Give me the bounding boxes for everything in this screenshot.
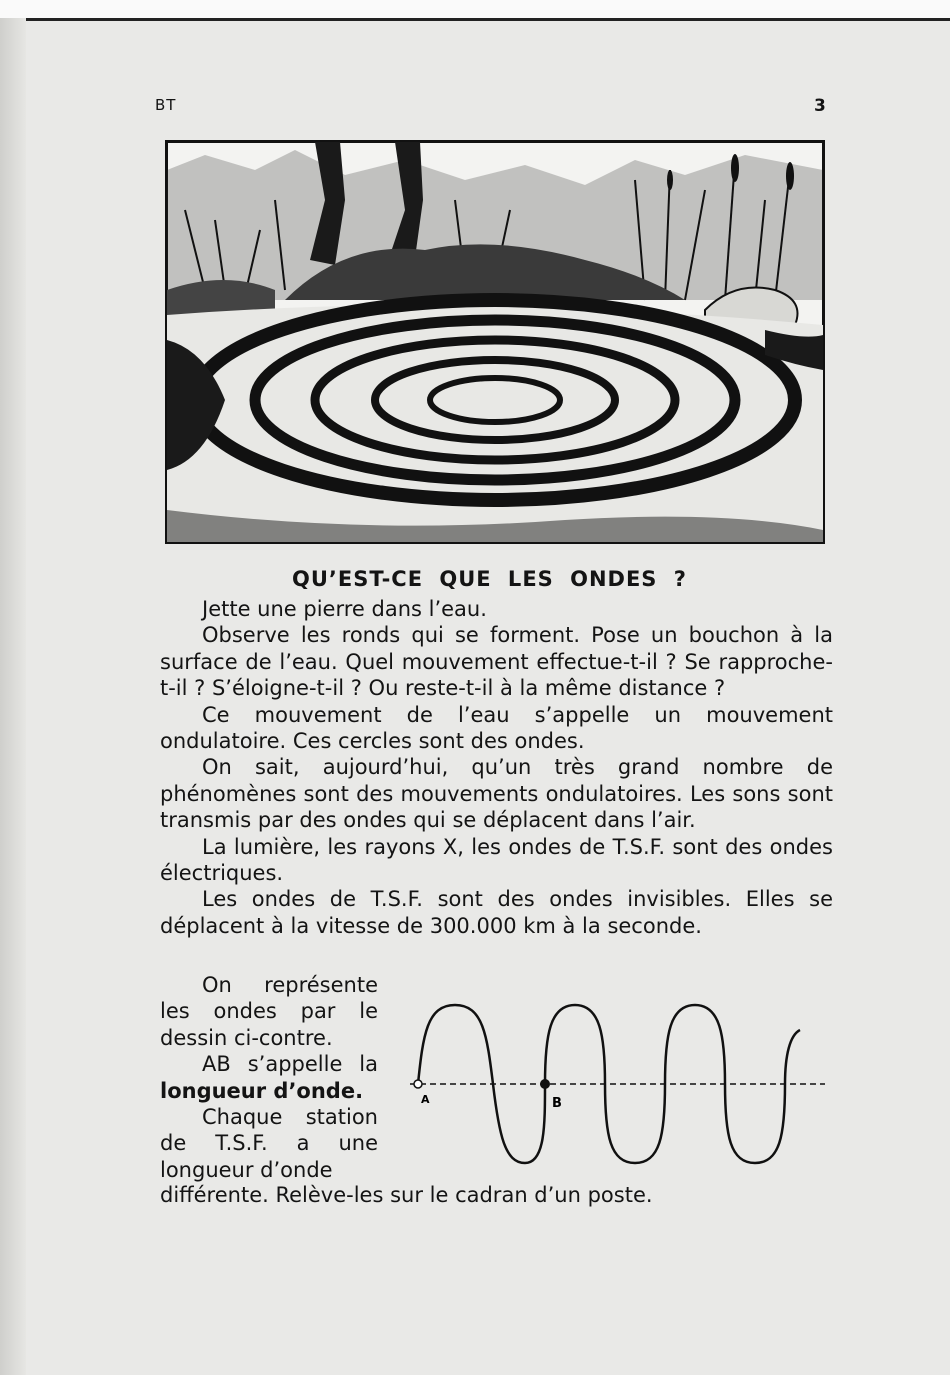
paragraph-4: On sait, aujourd’hui, qu’un très grand nombre de phénomènes sont des mouvements ondulatoires. Les sons sont transmis par des ondes qui se déplacent dans l’air.	[160, 755, 833, 833]
paragraph-3: Ce mouvement de l’eau s’appelle un mouvement ondulatoire. Ces cercles sont des ondes.	[160, 702, 833, 754]
side-paragraph-1: On représente les ondes par le dessin ci-contre.	[160, 973, 378, 1050]
wavelength-term: longueur d’onde.	[160, 1078, 364, 1103]
pond-illustration	[165, 140, 825, 544]
paragraph-5: La lumière, les rayons X, les ondes de T.S.F. sont des ondes électriques.	[160, 834, 833, 886]
paragraph-6: Les ondes de T.S.F. sont des ondes invisibles. Elles se déplacent à la vitesse de 300.000 km à la seconde.	[160, 887, 833, 938]
point-a	[414, 1080, 422, 1088]
paragraph-2: Observe les ronds qui se forment. Pose un bouchon à la surface de l’eau. Quel mouvement effectue-t-il ? Se rapproche-t-il ? S’éloigne-t-il ? Ou reste-t-il à la même distance ?	[160, 623, 833, 701]
page-number: 3	[814, 96, 827, 116]
side-paragraph-3: Chaque station de T.S.F. a une longueur d’onde	[160, 1105, 378, 1182]
page-top-edge	[0, 0, 950, 21]
side-paragraph-2-text: AB s’appelle la	[202, 1052, 378, 1077]
wave-diagram	[405, 995, 830, 1165]
side-paragraph-2	[160, 1051, 378, 1104]
section-title: QU’EST-CE QUE LES ONDES ?	[292, 567, 687, 591]
closing-line: différente. Relève-les sur le cadran d’un poste.	[160, 1183, 653, 1207]
side-text	[160, 972, 378, 1183]
body-text	[160, 596, 833, 939]
point-b	[540, 1079, 550, 1089]
label-a: A	[421, 1093, 430, 1106]
paragraph-1: Jette une pierre dans l’eau.	[202, 597, 487, 621]
label-b: B	[552, 1096, 562, 1111]
page-binding-shadow	[0, 18, 26, 1375]
header-series: BT	[155, 96, 177, 114]
